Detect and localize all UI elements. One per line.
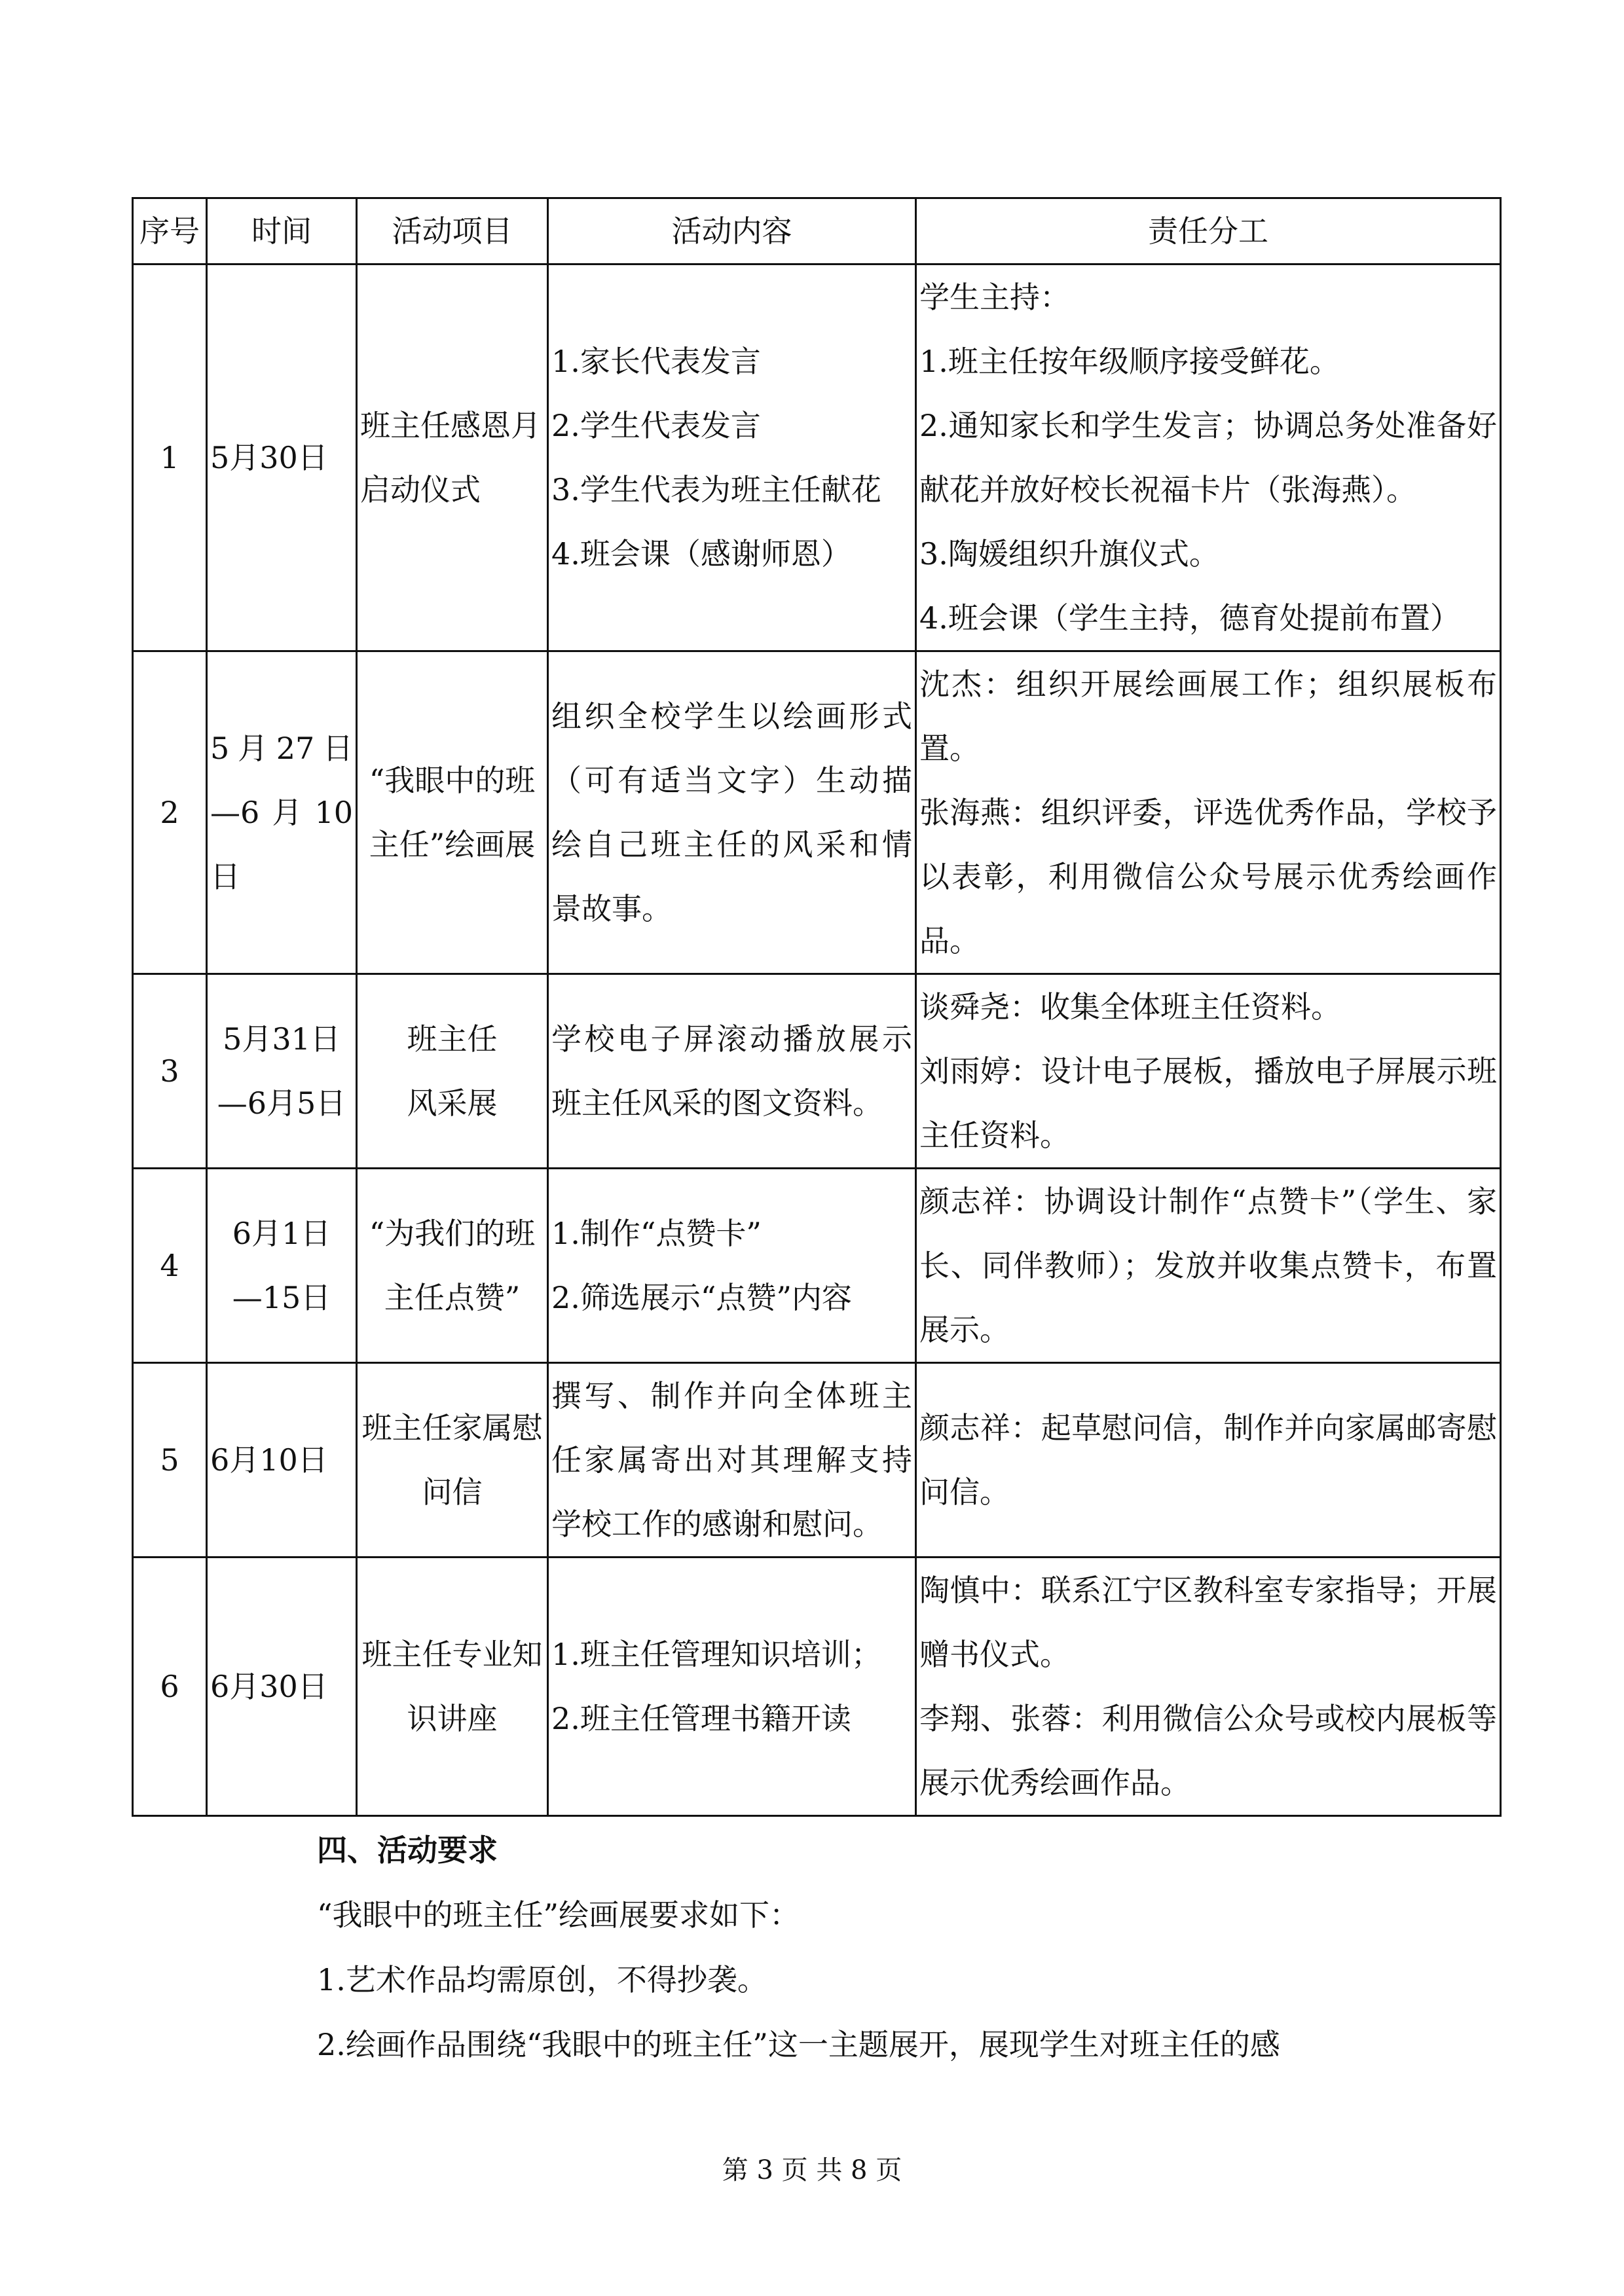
item-text: 班主任感恩月启动仪式 — [360, 408, 541, 507]
row-item — [357, 974, 548, 1169]
duty-paragraph: 谈舜尧：收集全体班主任资料。 — [919, 989, 1341, 1025]
item-text: 班主任家属慰问信 — [361, 1410, 543, 1510]
row-content — [548, 1558, 916, 1816]
content-line: 1.家长代表发言 — [551, 344, 761, 379]
row-item — [357, 1558, 548, 1816]
header-content: 活动内容 — [548, 198, 916, 264]
time-text: 5月27日—6月10日 — [210, 731, 353, 894]
row-time: 6月10日 — [207, 1363, 357, 1558]
row-number: 2 — [133, 651, 207, 974]
content-line: 2.筛选展示“点赞”内容 — [551, 1280, 852, 1315]
row-item — [357, 264, 548, 651]
row-content — [548, 651, 916, 974]
row-number: 4 — [133, 1169, 207, 1363]
row-number: 5 — [133, 1363, 207, 1558]
duty-paragraph: 2.通知家长和学生发言；协调总务处准备好献花并放好校长祝福卡片（张海燕）。 — [919, 408, 1497, 507]
duty-paragraph: 李翔、张蓉：利用微信公众号或校内展板等展示优秀绘画作品。 — [919, 1701, 1497, 1800]
table-row — [133, 264, 1501, 651]
time-text: 6月1日—15日 — [232, 1216, 331, 1315]
row-duty — [916, 1363, 1501, 1558]
page-footer: 第 3 页 共 8 页 — [722, 2155, 902, 2185]
duty-paragraph: 颜志祥：起草慰问信，制作并向家属邮寄慰问信。 — [919, 1410, 1497, 1510]
row-time — [207, 651, 357, 974]
item-text: 班主任风采展 — [407, 1021, 498, 1121]
row-number: 1 — [133, 264, 207, 651]
row-duty — [916, 264, 1501, 651]
header-no: 序号 — [133, 198, 207, 264]
row-content — [548, 974, 916, 1169]
row-item — [357, 651, 548, 974]
duty-paragraph: 学生主持： — [919, 280, 1070, 315]
content-text: 撰写、制作并向全体班主任家属寄出对其理解支持学校工作的感谢和慰问。 — [551, 1378, 912, 1542]
row-time: 6月30日 — [207, 1558, 357, 1816]
row-time — [207, 974, 357, 1169]
section-heading: 四、活动要求 — [317, 1832, 498, 1868]
duty-paragraph: 刘雨婷：设计电子展板，播放电子屏展示班主任资料。 — [919, 1053, 1497, 1153]
table-row — [133, 1363, 1501, 1558]
row-content — [548, 1169, 916, 1363]
row-content — [548, 1363, 916, 1558]
row-number: 6 — [133, 1558, 207, 1816]
row-duty — [916, 651, 1501, 974]
content-line: 2.学生代表发言 — [551, 408, 761, 443]
row-time — [207, 1169, 357, 1363]
row-item — [357, 1169, 548, 1363]
content-text: 学校电子屏滚动播放展示班主任风采的图文资料。 — [551, 1021, 912, 1121]
header-time: 时间 — [207, 198, 357, 264]
table-row — [133, 1558, 1501, 1816]
row-duty — [916, 1169, 1501, 1363]
time-text: 5月31日—6月5日 — [217, 1021, 346, 1121]
header-item: 活动项目 — [357, 198, 548, 264]
table-row — [133, 974, 1501, 1169]
row-item — [357, 1363, 548, 1558]
content-line: 1.制作“点赞卡” — [551, 1216, 762, 1251]
table-row — [133, 1169, 1501, 1363]
row-duty — [916, 974, 1501, 1169]
duty-paragraph: 颜志祥：协调设计制作“点赞卡”（学生、家长、同伴教师）；发放并收集点赞卡，布置展示。 — [919, 1184, 1497, 1347]
duty-paragraph: 1.班主任按年级顺序接受鲜花。 — [919, 344, 1340, 379]
row-time: 5月30日 — [207, 264, 357, 651]
duty-paragraph: 沈杰：组织开展绘画展工作；组织展板布置。 — [919, 666, 1497, 766]
requirement-item: 1.艺术作品均需原创，不得抄袭。 — [317, 1962, 767, 1997]
duty-paragraph: 3.陶媛组织升旗仪式。 — [919, 536, 1219, 572]
requirements-intro: “我眼中的班主任”绘画展要求如下： — [317, 1897, 800, 1933]
row-number: 3 — [133, 974, 207, 1169]
item-text: “我眼中的班主任”绘画展 — [369, 763, 536, 862]
content-text: 组织全校学生以绘画形式（可有适当文字）生动描绘自己班主任的风采和情景故事。 — [551, 699, 912, 926]
content-line: 1.班主任管理知识培训； — [551, 1637, 881, 1672]
content-line: 2.班主任管理书籍开读 — [551, 1701, 851, 1736]
duty-paragraph: 陶慎中：联系江宁区教科室专家指导；开展赠书仪式。 — [919, 1573, 1497, 1672]
row-content — [548, 264, 916, 651]
header-duty: 责任分工 — [916, 198, 1501, 264]
item-text: “为我们的班主任点赞” — [369, 1216, 536, 1315]
requirement-item: 2.绘画作品围绕“我眼中的班主任”这一主题展开，展现学生对班主任的感 — [317, 2027, 1280, 2062]
duty-paragraph: 4.班会课（学生主持，德育处提前布置） — [919, 600, 1460, 636]
content-line: 4.班会课（感谢师恩） — [551, 536, 851, 572]
table-header-row — [133, 198, 1501, 264]
row-duty — [916, 1558, 1501, 1816]
duty-paragraph: 张海燕：组织评委，评选优秀作品，学校予以表彰，利用微信公众号展示优秀绘画作品。 — [919, 795, 1497, 958]
activity-schedule-table — [132, 197, 1502, 1817]
item-text: 班主任专业知识讲座 — [361, 1637, 543, 1736]
content-line: 3.学生代表为班主任献花 — [551, 472, 881, 507]
table-row — [133, 651, 1501, 974]
